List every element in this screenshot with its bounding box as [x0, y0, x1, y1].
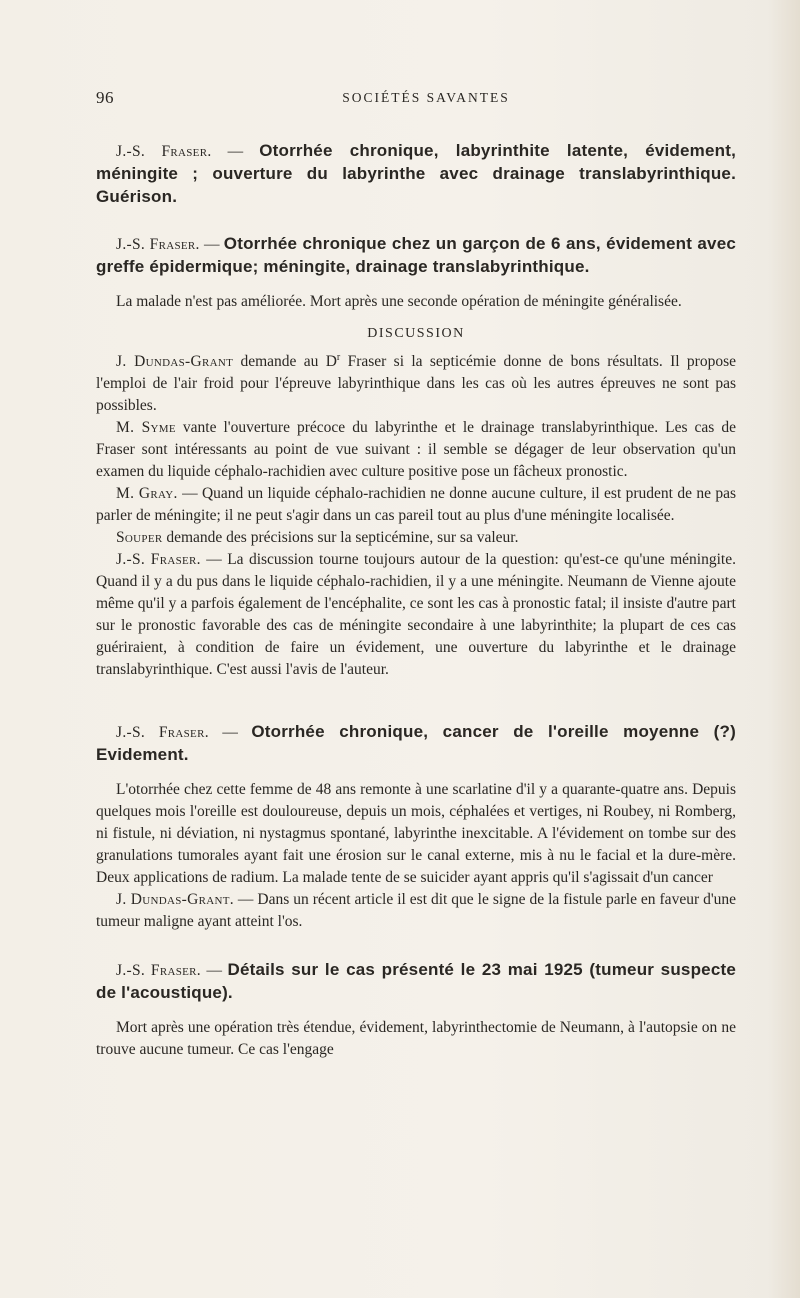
entry-author: J.-S. Fraser. [116, 962, 201, 979]
speaker-name: Souper [116, 529, 163, 546]
paragraph-text: vante l'ouverture précoce du labyrinthe et le drainage translabyrinthique. Les cas de Fraser sont intéressants au point de vue suivant : il semble se dégager de leur observation qu'un examen du liquide céphalo-rachidien avec culture positive pose un fâcheux pronostic. [96, 419, 736, 480]
entry-author: J.-S. Fraser. [116, 724, 209, 741]
discussion-paragraph [96, 417, 736, 483]
entry-1 [96, 140, 736, 209]
entry-title: Otorrhée chronique, labyrinthite latente, évidement, méningite ; ouverture du labyrinthe avec drainage translabyrinthique. Guérison. [96, 141, 736, 206]
discussion-paragraph [96, 889, 736, 933]
paragraph-malade: La malade n'est pas améliorée. Mort après une seconde opération de méningite généralisée. [116, 293, 682, 310]
entry-4-body: Mort après une opération très étendue, évidement, labyrinthectomie de Neumann, à l'autopsie on ne trouve aucune tumeur. Ce cas l'engage [96, 1019, 736, 1058]
paragraph-text: — La discussion tourne toujours autour de la question: qu'est-ce qu'une méningite. Quand il y a du pus dans le liquide céphalo-rachidien, il y a une méningite. Neumann de Vienne ajoute même qu'il y a parfois également de l'encéphalite, ce sont les cas à pronostic fatal; il insiste d'autre part sur le pronostic favorable des cas de méningite secondaire à une labyrinthite; la plupart de ces cas guériraient, à condition de faire un évidement, une ouverture du labyrinthe et le drainage translabyrinthique. C'est aussi l'avis de l'auteur. [96, 551, 736, 678]
speaker-name: M. Syme [116, 419, 176, 436]
article-body [96, 140, 736, 1061]
discussion-paragraph [96, 351, 736, 417]
paragraph-text: — Quand un liquide céphalo-rachidien ne donne aucune culture, il est prudent de ne pas parler de méningite; il ne peut s'agir dans un cas pareil tout au plus d'une méningite localisée. [96, 485, 736, 524]
page-header [96, 88, 736, 112]
discussion-paragraph [96, 549, 736, 681]
entry-author: J.-S. Fraser. [116, 236, 200, 253]
running-title: SOCIÉTÉS SAVANTES [342, 90, 510, 105]
entry-title: Otorrhée chronique chez un garçon de 6 ans, évidement avec greffe épidermique; méningite, drainage translabyrinthique. [96, 234, 737, 276]
entry-4 [96, 959, 736, 1005]
entry-separator: — [208, 724, 252, 741]
paragraph-text: Fraser si la septicémie donne de bons résultats. Il propose l'emploi de l'air froid pour l'épreuve labyrinthique dans les cas où les autres épreuves ne sont pas possibles. [96, 353, 736, 414]
entry-3-body: L'otorrhée chez cette femme de 48 ans remonte à une scarlatine d'il y a quarante-quatre ans. Depuis quelques mois l'oreille est douloureuse, depuis un mois, céphalées et vertiges, ni Roubey, ni Romberg, ni fistule, ni déviation, ni nystagmus spontané, labyrinthe inexcitable. A l'évidement on tombe sur des granulations tumorales ayant fait une érosion sur le canal externe, mis à nu le facial et la dure-mère. Deux applications de radium. La malade tente de se suicider ayant appris qu'il s'agissait d'un cancer [96, 781, 736, 886]
entry-separator: — [200, 962, 228, 979]
speaker-name: J.-S. Fraser. [116, 551, 201, 568]
discussion-paragraph [96, 527, 736, 549]
entry-title: Otorrhée chronique, cancer de l'oreille moyenne (?) Evidement. [96, 722, 736, 764]
entry-author: J.-S. Fraser. [116, 143, 212, 160]
discussion-heading: DISCUSSION [367, 326, 465, 341]
entry-3 [96, 721, 736, 767]
paragraph-text: demande des précisions sur la septicémine, sur sa valeur. [162, 529, 519, 546]
speaker-name: J. Dundas-Grant [116, 353, 234, 370]
entry-separator: — [204, 236, 224, 253]
speaker-name: M. Gray. [116, 485, 178, 502]
entry-separator: — [211, 143, 260, 160]
superscript: r [336, 351, 341, 363]
entry-title: Détails sur le cas présenté le 23 mai 1925 (tumeur suspecte de l'acoustique). [96, 960, 736, 1002]
paragraph-text: — Dans un récent article il est dit que le signe de la fistule parle en faveur d'une tumeur maligne ayant atteint l'os. [96, 891, 736, 930]
speaker-name: J. Dundas-Grant. [116, 891, 234, 908]
page-number: 96 [96, 88, 114, 107]
entry-2 [96, 233, 736, 279]
paragraph-text: demande au D [233, 353, 337, 370]
discussion-paragraph [96, 483, 736, 527]
